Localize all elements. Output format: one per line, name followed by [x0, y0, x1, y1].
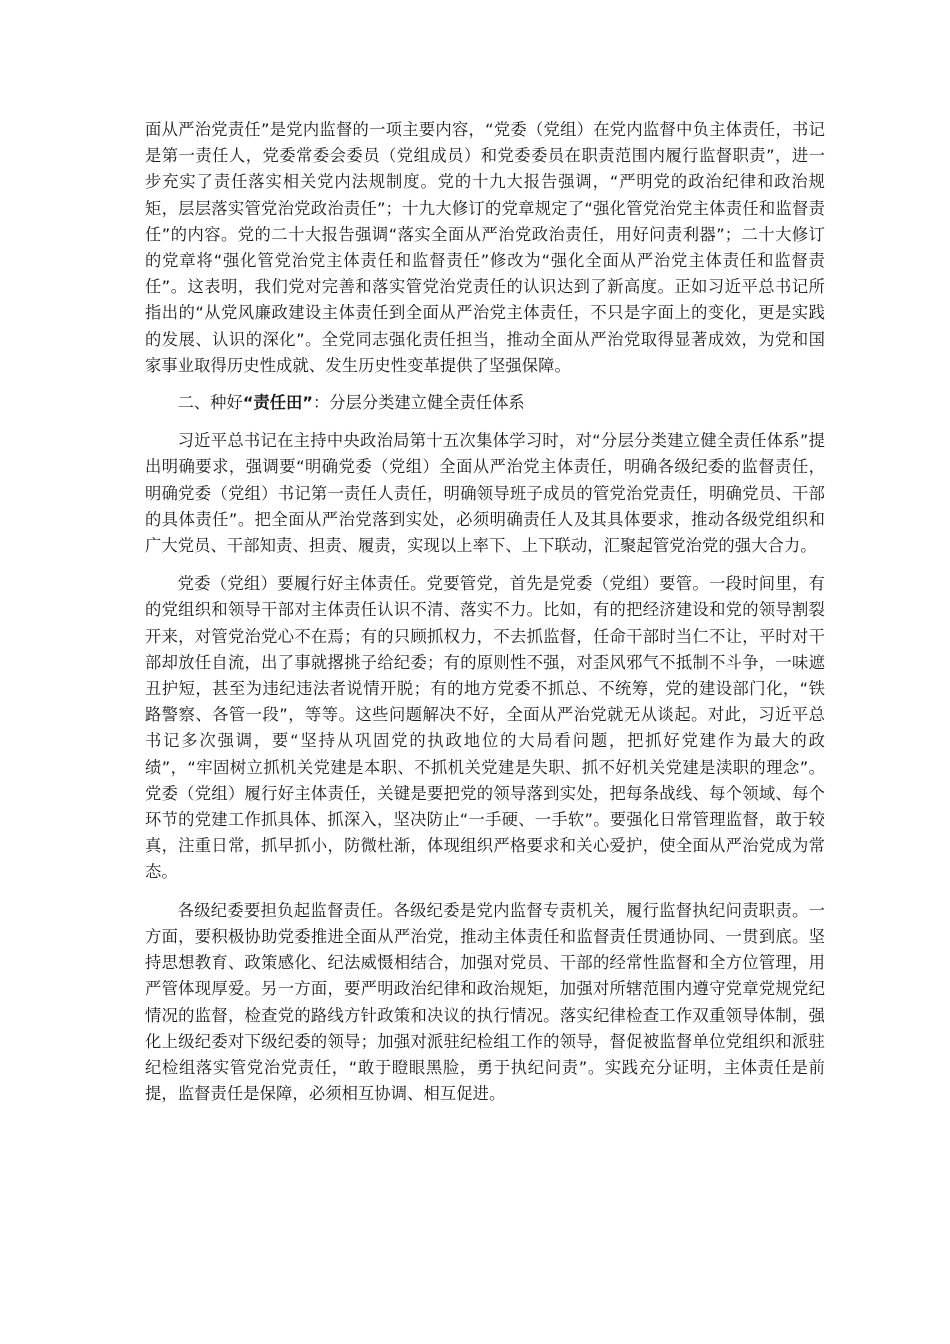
- heading-prefix: 二、种好: [177, 393, 243, 413]
- paragraph-responsibility-system: 习近平总书记在主持中央政治局第十五次集体学习时，对“分层分类建立健全责任体系”提出明确要求，强调要“明确党委（党组）全面从严治党主体责任，明确各级纪委的监督责任，明确党委（党组）书记第一责任人责任，明确领导班子成员的管党治党责任，明确党员、干部的具体责任”。把全面从严治党落到实处，必须明确责任人及其具体要求，推动各级党组织和广大党员、干部知责、担责、履责，实现以上率下、上下联动，汇聚起管党治党的强大合力。: [145, 431, 825, 556]
- paragraph-party-committee-responsibility: 党委（党组）要履行好主体责任。党要管党，首先是党委（党组）要管。一段时间里，有的党组织和领导干部对主体责任认识不清、落实不力。比如，有的把经济建设和党的领导割裂开来，对管党治党心不在焉；有的只顾抓权力，不去抓监督，任命干部时当仁不让，平时对干部却放任自流，出了事就撂挑子给纪委；有的原则性不强，对歪风邪气不抵制不斗争，一味遮丑护短，甚至为违纪违法者说情开脱；有的地方党委不抓总、不统筹，党的建设部门化，“铁路警察、各管一段”，等等。这些问题解决不好，全面从严治党就无从谈起。对此，习近平总书记多次强调，要“坚持从巩固党的执政地位的大局看问题，把抓好党建作为最大的政绩”，“牢固树立抓机关党建是本职、不抓机关党建是失职、抓不好机关党建是渎职的理念”。党委（党组）履行好主体责任，关键是要把党的领导落到实处，把每条战线、每个领域、每个环节的党建工作抓具体、抓深入，坚决防止“一手硬、一手软”。要强化日常管理监督，敢于较真，注重日常，抓早抓小，防微杜渐，体现组织严格要求和关心爱护，使全面从严治党成为常态。: [145, 574, 825, 882]
- paragraph-continuation: 面从严治党责任”是党内监督的一项主要内容，“党委（党组）在党内监督中负主体责任，书记是第一责任人，党委常委会委员（党组成员）和党委委员在职责范围内履行监督职责”，进一步充实了责任落实相关党内法规制度。党的十九大报告强调，“严明党的政治纪律和政治规矩，层层落实管党治党政治责任”；十九大修订的党章规定了“强化管党治党主体责任和监督责任”的内容。党的二十大报告强调“落实全面从严治党政治责任，用好问责利器”；二十大修订的党章将“强化管党治党主体责任和监督责任”修改为“强化全面从严治党主体责任和监督责任”。这表明，我们党对完善和落实管党治党责任的认识达到了新高度。正如习近平总书记所指出的“从党风廉政建设主体责任到全面从严治党主体责任，不只是字面上的变化，更是实践的发展、认识的深化”。全党同志强化责任担当，推动全面从严治党取得显著成效，为党和国家事业取得历史性成就、发生历史性变革提供了坚强保障。: [145, 120, 825, 375]
- paragraph-discipline-commission-responsibility: 各级纪委要担负起监督责任。各级纪委是党内监督专责机关，履行监督执纪问责职责。一方面，要积极协助党委推进全面从严治党，推动主体责任和监督责任贯通协同、一贯到底。坚持思想教育、政策感化、纪法威慑相结合，加强对党员、干部的经常性监督和全方位管理，用严管体现厚爱。另一方面，要严明政治纪律和政治规矩，加强对所辖范围内遵守党章党规党纪情况的监督，检查党的路线方针政策和决议的执行情况。落实纪律检查工作双重领导体制，强化上级纪委对下级纪委的领导；加强对派驻纪检组工作的领导，督促被监督单位党组织和派驻纪检组落实管党治党责任，“敢于瞪眼黑脸，勇于执纪问责”。实践充分证明，主体责任是前提，监督责任是保障，必须相互协调、相互促进。: [145, 900, 825, 1104]
- heading-suffix: ：分层分类建立健全责任体系: [312, 393, 525, 413]
- section-heading-2: [145, 390, 825, 416]
- document-body: [145, 117, 825, 1107]
- heading-bold-term: “责任田”: [242, 393, 313, 413]
